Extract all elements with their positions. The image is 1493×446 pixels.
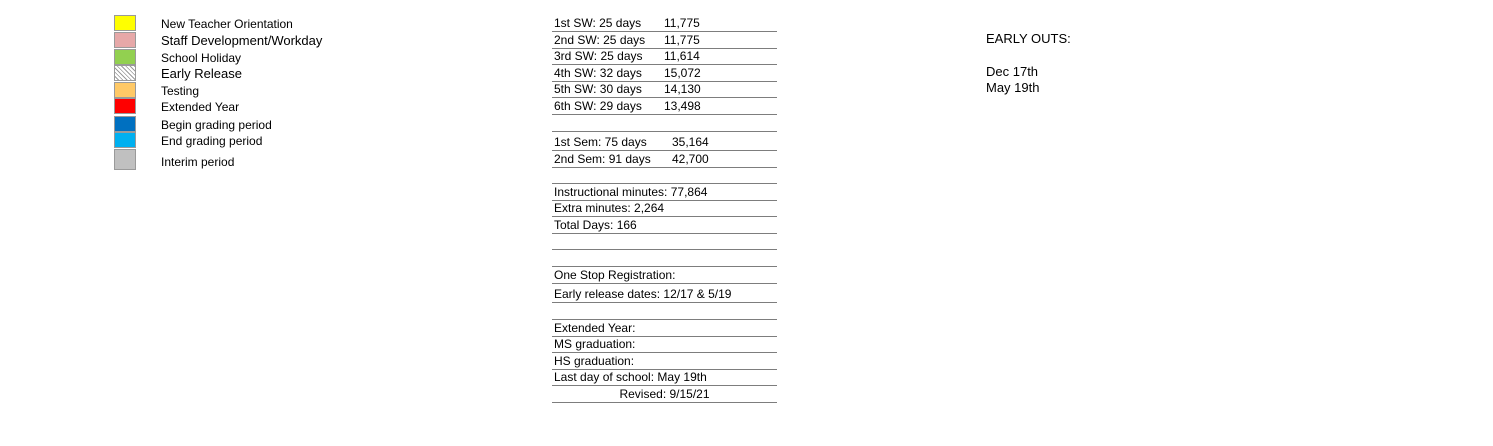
period-minutes: 15,072 xyxy=(664,66,701,80)
semester-label: 2nd Sem: 91 days xyxy=(554,152,651,166)
green-swatch-icon xyxy=(114,49,136,65)
period-label: 6th SW: 29 days xyxy=(554,99,642,113)
period-minutes: 14,130 xyxy=(664,82,701,96)
table-row xyxy=(552,134,777,151)
legend-label: Begin grading period xyxy=(161,118,272,132)
period-label: 1st SW: 25 days xyxy=(554,16,642,30)
extra-minutes: Extra minutes: 2,264 xyxy=(554,201,665,215)
table-row xyxy=(552,151,777,168)
legend-item xyxy=(114,65,434,82)
period-minutes: 13,498 xyxy=(664,99,701,113)
light-blue-swatch-icon xyxy=(114,132,136,148)
legend-item xyxy=(114,149,434,170)
table-row xyxy=(552,98,777,115)
semester-label: 1st Sem: 75 days xyxy=(554,135,647,149)
table-row xyxy=(552,32,777,49)
table-row xyxy=(552,81,777,98)
yellow-swatch-icon xyxy=(114,15,136,31)
legend-item xyxy=(114,132,434,149)
table-row xyxy=(552,369,777,386)
legend-label: Testing xyxy=(161,84,200,98)
legend-label: Extended Year xyxy=(161,100,240,114)
early-out-date: May 19th xyxy=(986,80,1040,95)
period-minutes: 11,775 xyxy=(664,16,700,30)
table-row xyxy=(552,320,777,337)
period-minutes: 11,614 xyxy=(664,49,700,63)
early-out-date: Dec 17th xyxy=(986,64,1039,79)
semester-minutes: 35,164 xyxy=(672,135,709,149)
ms-graduation: MS graduation: xyxy=(554,337,636,351)
legend-label: End grading period xyxy=(161,134,263,148)
early-release-dates: Early release dates: 12/17 & 5/19 xyxy=(554,287,732,301)
empty-row xyxy=(552,167,777,184)
period-label: 5th SW: 30 days xyxy=(554,82,642,96)
table-row xyxy=(552,184,777,201)
table-row xyxy=(552,386,777,403)
semester-minutes: 42,700 xyxy=(672,152,709,166)
legend-item xyxy=(114,116,434,133)
legend-item xyxy=(114,82,434,99)
legend-label: New Teacher Orientation xyxy=(161,17,293,31)
one-stop-registration: One Stop Registration: xyxy=(554,268,676,282)
table-row xyxy=(552,353,777,370)
hatched-swatch-icon xyxy=(114,65,136,81)
pink-swatch-icon xyxy=(114,32,136,48)
table-row xyxy=(552,15,777,32)
period-minutes: 11,775 xyxy=(664,33,700,47)
red-swatch-icon xyxy=(114,98,136,114)
table-row xyxy=(552,200,777,217)
legend-item xyxy=(114,15,434,32)
empty-row xyxy=(552,233,777,250)
instructional-minutes: Instructional minutes: 77,864 xyxy=(554,185,708,199)
empty-row xyxy=(552,115,777,132)
legend-item xyxy=(114,49,434,66)
orange-swatch-icon xyxy=(114,82,136,98)
empty-row xyxy=(552,303,777,320)
legend-label: Early Release xyxy=(161,66,242,81)
table-row xyxy=(552,65,777,82)
hs-graduation: HS graduation: xyxy=(554,354,635,368)
table-row xyxy=(552,217,777,234)
last-day-of-school: Last day of school: May 19th xyxy=(554,370,707,384)
table-row xyxy=(552,286,777,303)
revised-date: Revised: 9/15/21 xyxy=(619,387,710,401)
table-row xyxy=(552,48,777,65)
legend-item xyxy=(114,32,434,49)
table-row xyxy=(552,267,777,284)
period-label: 4th SW: 32 days xyxy=(554,66,642,80)
total-days: Total Days: 166 xyxy=(554,218,637,232)
legend-label: Interim period xyxy=(161,155,235,169)
table-row xyxy=(552,336,777,353)
early-outs-title: EARLY OUTS: xyxy=(986,31,1071,46)
period-label: 2nd SW: 25 days xyxy=(554,33,646,47)
legend-label: School Holiday xyxy=(161,51,242,65)
period-label: 3rd SW: 25 days xyxy=(554,49,643,63)
blue-swatch-icon xyxy=(114,116,136,132)
extended-year: Extended Year: xyxy=(554,321,636,335)
empty-row xyxy=(552,250,777,267)
legend-item xyxy=(114,98,434,115)
gray-swatch-icon xyxy=(114,149,136,170)
legend-label: Staff Development/Workday xyxy=(161,33,323,48)
